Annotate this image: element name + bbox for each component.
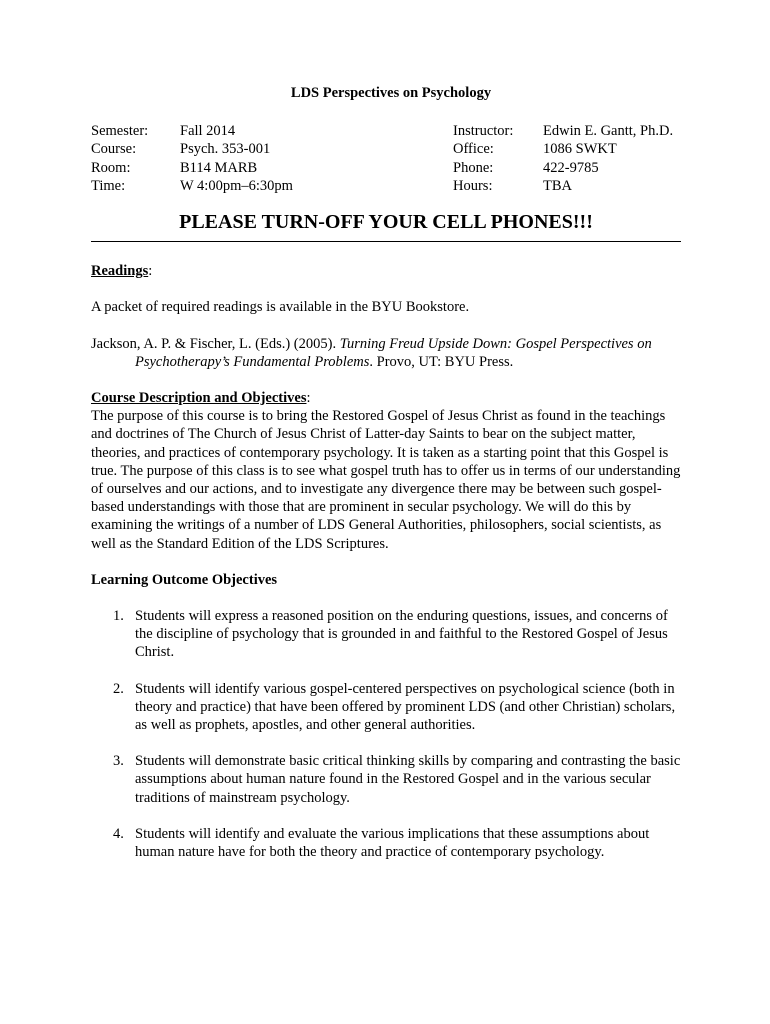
outcomes-list bbox=[91, 607, 681, 861]
description-heading-colon: : bbox=[306, 390, 311, 407]
list-item bbox=[91, 680, 681, 735]
instructor-label: Instructor: bbox=[453, 123, 514, 140]
time-label: Time: bbox=[91, 177, 126, 194]
list-item-text: Students will express a reasoned position on the enduring questions, issues, and concerns of the discipline of psychology that is grounded in and faithful to the Restored Gospel of Jesus Christ. bbox=[135, 608, 668, 661]
instructor-value: Edwin E. Gantt, Ph.D. bbox=[543, 123, 674, 140]
readings-heading-colon: : bbox=[148, 263, 153, 280]
document-title: LDS Perspectives on Psychology bbox=[290, 85, 492, 101]
office-value: 1086 SWKT bbox=[543, 141, 617, 158]
readings-heading bbox=[91, 262, 681, 280]
course-info-block bbox=[91, 122, 681, 196]
office-label: Office: bbox=[453, 141, 494, 158]
time-value: W 4:00pm–6:30pm bbox=[180, 177, 293, 194]
info-left-labels bbox=[91, 122, 148, 195]
readings-citation bbox=[91, 335, 681, 371]
description-heading-text: Course Description and Objectives bbox=[91, 390, 307, 407]
list-item-text: Students will demonstrate basic critical thinking skills by comparing and contrasting the basic assumptions about human nature found in the Restored Gospel and in the various secular traditions of mainstream psychology. bbox=[135, 753, 681, 806]
hours-label: Hours: bbox=[453, 177, 493, 194]
semester-label: Semester: bbox=[91, 123, 149, 140]
info-left-values bbox=[180, 122, 293, 195]
list-item-text: Students will identify various gospel-centered perspectives on psychological science (both in theory and practice) that have been offered by prominent LDS (and other Christian) scholars, as well as prophets, apostles, and other general authorities. bbox=[135, 680, 676, 734]
list-item-number: 3. bbox=[113, 753, 124, 770]
list-item-number: 1. bbox=[113, 608, 124, 625]
room-value: B114 MARB bbox=[180, 159, 258, 176]
list-item bbox=[91, 752, 681, 807]
info-right-values bbox=[543, 122, 673, 195]
list-item bbox=[91, 607, 681, 662]
citation-title: Turning Freud Upside Down: Gospel Perspectives on Psychotherapy’s Fundamental Problems bbox=[135, 335, 652, 370]
cell-phone-warning: PLEASE TURN-OFF YOUR CELL PHONES!!! bbox=[91, 210, 681, 242]
course-label: Course: bbox=[91, 141, 137, 158]
list-item-text: Students will identify and evaluate the various implications that these assumptions about human nature have for both the theory and practice of contemporary psychology. bbox=[135, 825, 650, 861]
description-text: The purpose of this course is to bring the Restored Gospel of Jesus Christ as found in the teachings and doctrines of The Church of Jesus Christ of Latter-day Saints to bear on the subject matter, theories, and practices of contemporary psychology. It is taken as a starting point that this Gospel is true. The purpose of this class is to see what gospel truth has to offer us in terms of our understanding of ourselves and our actions, and to investigate any divergence there may be between such gospel-based understandings with those that are prominent in secular psychology. We will do this by examining the writings of a number of LDS General Authorities, philosophers, social scientists, as well as the Standard Edition of the LDS Scriptures. bbox=[91, 408, 681, 552]
phone-value: 422-9785 bbox=[543, 159, 599, 176]
readings-heading-text: Readings bbox=[91, 263, 149, 280]
readings-packet-note: A packet of required readings is available in the BYU Bookstore. bbox=[91, 299, 470, 316]
citation-publisher: . Provo, UT: BYU Press. bbox=[369, 353, 514, 370]
list-item bbox=[91, 825, 681, 861]
semester-value: Fall 2014 bbox=[180, 123, 236, 140]
room-label: Room: bbox=[91, 159, 131, 176]
info-right-labels bbox=[453, 122, 513, 195]
description-heading bbox=[91, 389, 681, 407]
list-item-number: 4. bbox=[113, 825, 124, 842]
outcomes-heading: Learning Outcome Objectives bbox=[91, 571, 278, 588]
syllabus-page bbox=[91, 84, 681, 879]
course-value: Psych. 353-001 bbox=[180, 141, 271, 158]
phone-label: Phone: bbox=[453, 159, 494, 176]
citation-authors: Jackson, A. P. & Fischer, L. (Eds.) (2005). bbox=[91, 335, 340, 352]
hours-value: TBA bbox=[543, 177, 572, 194]
list-item-number: 2. bbox=[113, 680, 124, 697]
